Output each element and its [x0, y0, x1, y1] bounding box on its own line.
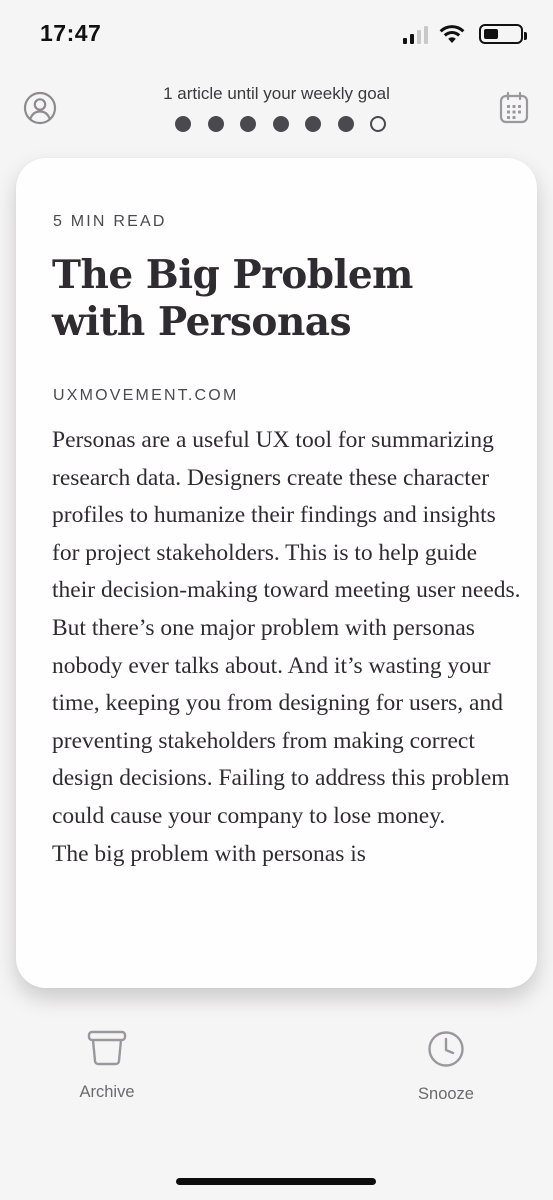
archive-button[interactable] [47, 1030, 167, 1102]
article-title: The Big Problem with Personas [52, 252, 413, 345]
progress-dot-empty [370, 116, 386, 132]
battery-icon [479, 24, 523, 44]
status-time: 17:47 [40, 20, 102, 46]
weekly-goal-text: 1 article until your weekly goal [163, 84, 390, 103]
progress-dot-filled [273, 116, 289, 132]
article-body [52, 422, 522, 873]
article-paragraph: Personas are a useful UX tool for summarizing research data. Designers create these character profiles to humanize their findings and insights for project stakeholders. This is to help guide their decision-making toward meeting user needs. [52, 427, 521, 604]
header [0, 70, 553, 150]
progress-dot-filled [305, 116, 321, 132]
read-time-label: 5 MIN READ [53, 213, 167, 230]
snooze-label: Snooze [418, 1085, 474, 1103]
progress-dot-filled [175, 116, 191, 132]
archive-label: Archive [79, 1083, 135, 1101]
card-fade-overlay [16, 916, 537, 988]
article-paragraph: But there’s one major problem with personas nobody ever talks about. And it’s wasting your time, keeping you from designing for users, and preventing stakeholders from making correct design decisions. Failing to address this problem could cause your company to lose money. [52, 614, 510, 829]
progress-dot-filled [208, 116, 224, 132]
snooze-button[interactable] [386, 1030, 506, 1104]
cellular-signal-icon [403, 26, 431, 44]
status-bar [0, 0, 553, 70]
status-icons [387, 22, 527, 46]
progress-dot-filled [240, 116, 256, 132]
article-source: UXMOVEMENT.COM [53, 387, 239, 404]
article-card[interactable] [16, 158, 537, 988]
home-indicator[interactable] [176, 1178, 376, 1185]
clock-icon [427, 1030, 465, 1068]
progress-dot-filled [338, 116, 354, 132]
article-paragraph: The big problem with personas is [52, 840, 366, 867]
archive-icon [87, 1030, 127, 1066]
calendar-icon [499, 91, 529, 125]
calendar-button[interactable] [494, 88, 534, 128]
wifi-icon [439, 23, 465, 45]
